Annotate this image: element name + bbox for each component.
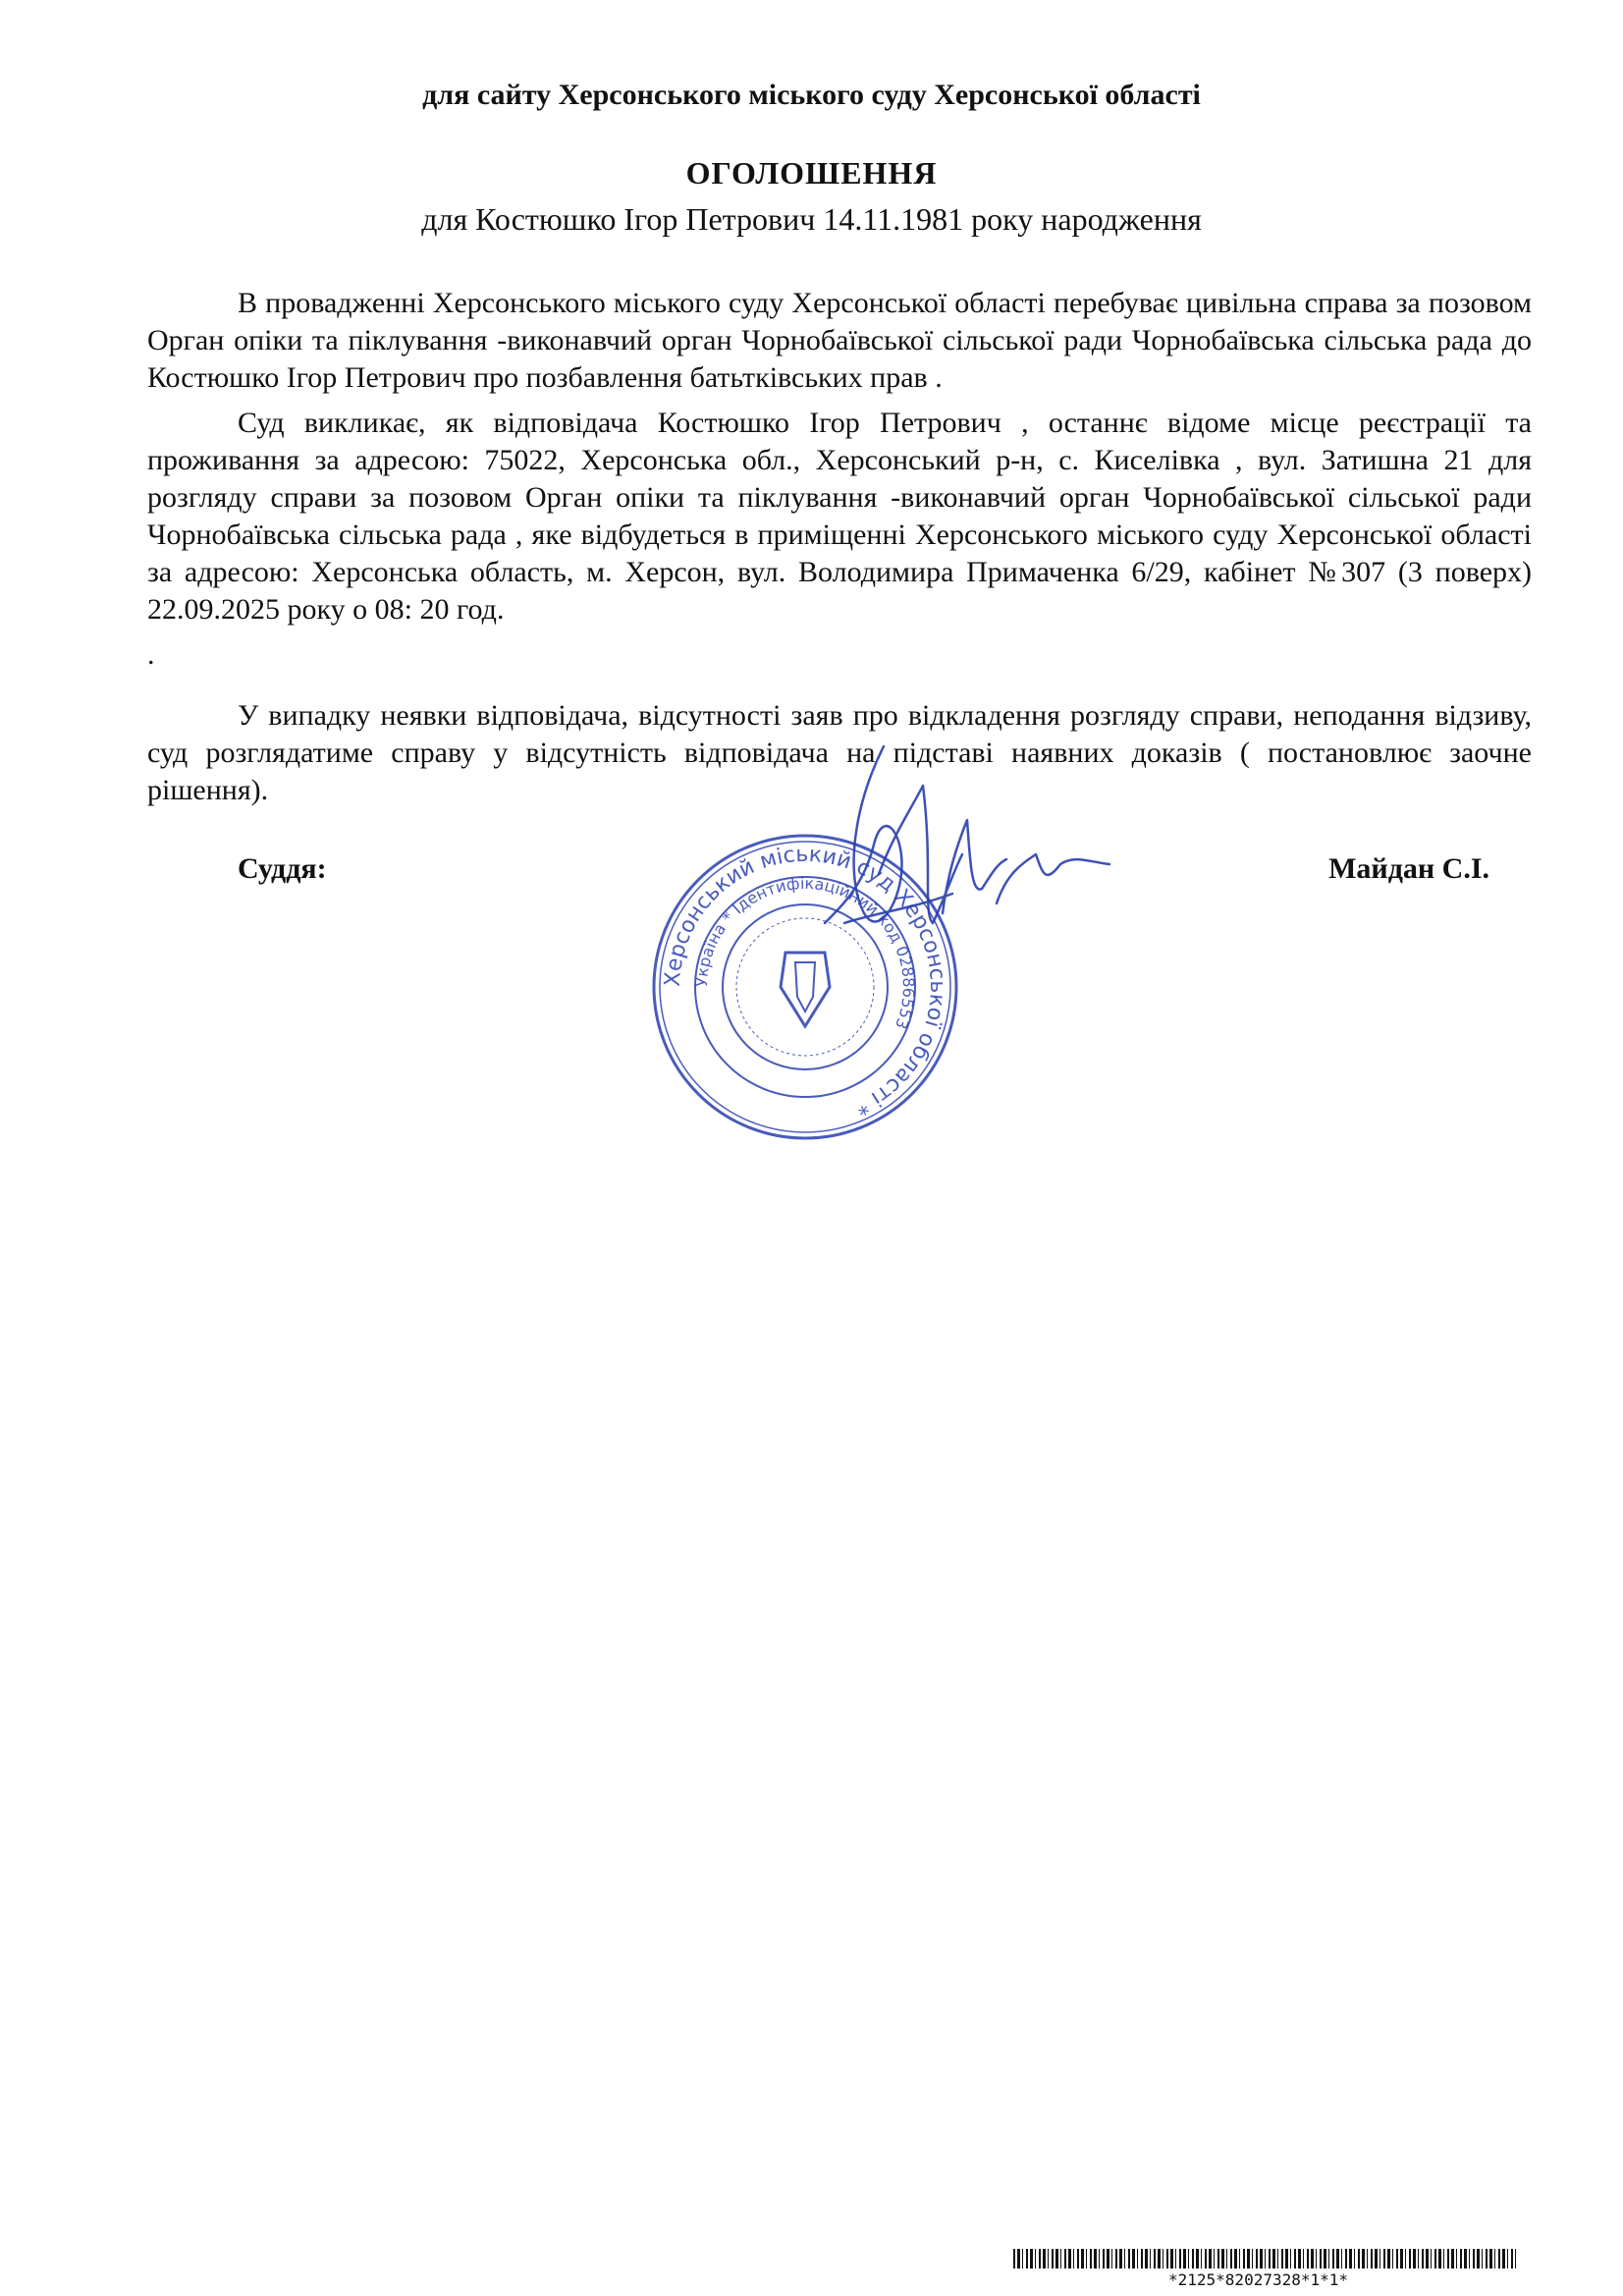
seal-outer-text: Херсонський міський суд Херсонської області * — [660, 842, 950, 1121]
paragraph-summons: Суд викликає, як відповідача Костюшко Ігор Петрович , останнє відоме місце реєстрації та проживання за адресою: 75022, Херсонська обл., Херсонський р-н, с. Киселівка , вул. Затишна 21 для розгляду справи за позовом Орган опіки та піклування -виконавчий орган Чорнобаївської сільської ради Чорнобаївська сільська рада , яке відбудеться в приміщенні Херсонського міського суду Херсонської області за адресою: Херсонська область, м. Херсон, вул. Володимира Примаченка 6/29, кабінет №307 (3 поверх) 22.09.2025 року о 08: 20 год. — [147, 407, 1532, 626]
judge-signature — [785, 727, 1119, 1021]
seal-inner-text: Україна * Ідентифікаційний код 02886553 — [691, 873, 919, 1032]
document-subtitle: для Костюшко Ігор Петрович 14.11.1981 року народження — [421, 201, 1202, 237]
judge-name: Майдан С.І. — [1328, 852, 1489, 885]
paragraph-case: В провадженні Херсонського міського суду Херсонської області перебуває цивільна справа за позовом Орган опіки та піклування -виконавчий орган Чорнобаївської сільської ради Чорнобаївська сільська рада до Костюшко Ігор Петрович про позбавлення батьтківських прав . — [147, 287, 1532, 394]
judge-label: Суддя: — [238, 852, 327, 885]
paragraph-default: У випадку неявки відповідача, відсутності заяв про відкладення розгляду справи, неподання відзиву, суд розглядатиме справу у відсутність відповідача на підставі наявних доказів ( постановлює заочне рішення). — [147, 699, 1532, 806]
paragraph-summons-end: . — [147, 638, 155, 671]
document-header: для сайту Херсонського міського суду Херсонської області — [422, 79, 1201, 111]
document-barcode — [1013, 2249, 1516, 2269]
document-title: ОГОЛОШЕННЯ — [685, 155, 938, 191]
barcode-text: *2125*82027328*1*1* — [1168, 2270, 1349, 2289]
